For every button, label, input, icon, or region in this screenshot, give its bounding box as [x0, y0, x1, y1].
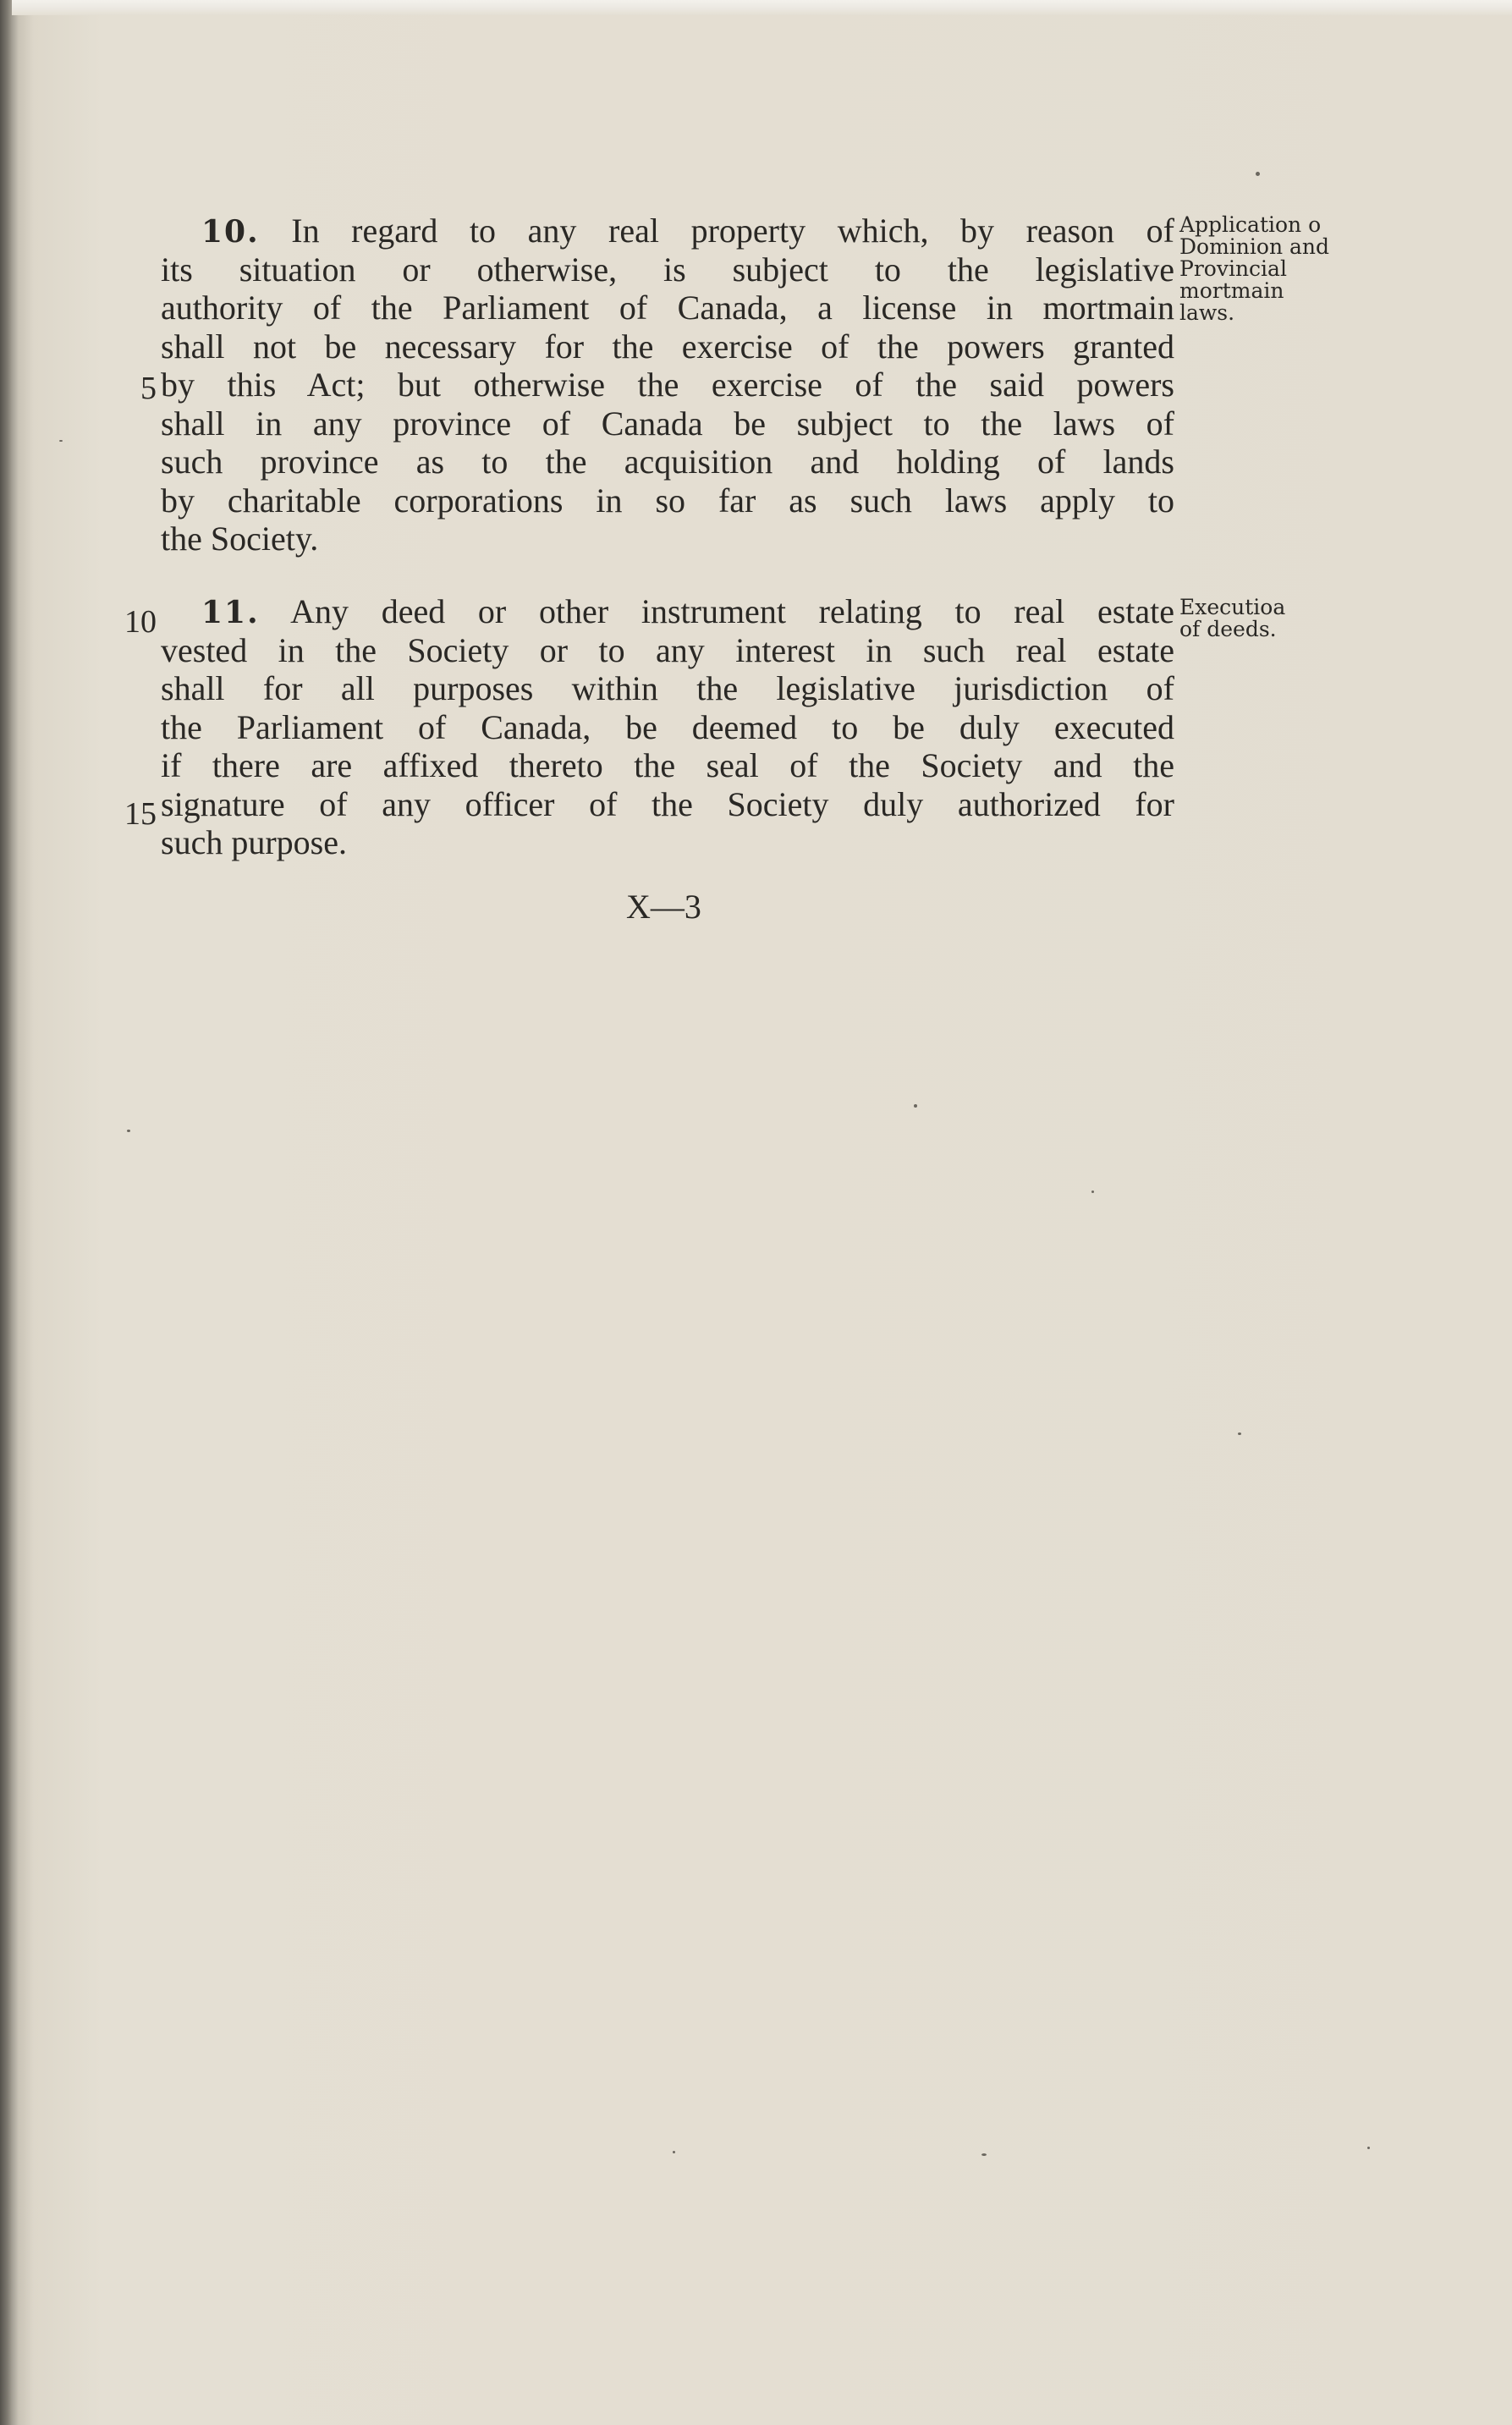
line-text: In regard to any real property which, by reason of: [291, 212, 1174, 250]
paper-speck: [981, 2153, 987, 2156]
paper-speck: [59, 440, 63, 442]
paper-speck: [1367, 2147, 1370, 2149]
text-line: such purpose.: [161, 823, 347, 861]
paper-speck: [1256, 172, 1260, 176]
line-number: 15: [124, 796, 157, 832]
margin-note-line: of deeds.: [1179, 617, 1277, 641]
line-number: 5: [140, 371, 157, 406]
margin-note-execution: [1179, 597, 1366, 641]
margin-note-line: laws.: [1179, 300, 1235, 325]
text-line: the Society.: [161, 520, 319, 558]
margin-note-application: [1179, 214, 1366, 324]
text-line: the Parliament of Canada, be deemed to be duly executed: [161, 707, 1174, 746]
book-binding-edge: [0, 0, 12, 2425]
section-10: [161, 212, 1176, 558]
text-line: by charitable corporations in so far as such laws apply to: [161, 481, 1174, 520]
paper-speck: [127, 1130, 130, 1132]
page-top-edge: [0, 0, 1512, 15]
text-line: vested in the Society or to any interest in such real estate: [161, 630, 1174, 669]
line-text: Any deed or other instrument relating to real estate: [290, 592, 1174, 630]
text-line: shall not be necessary for the exercise of the powers granted: [161, 327, 1174, 366]
text-line: signature of any officer of the Society duly authorized for: [161, 784, 1174, 823]
section-number: 10.: [201, 214, 260, 250]
text-line: its situation or otherwise, is subject to the legislative: [161, 250, 1174, 289]
margin-note-line: mortmain: [1179, 278, 1284, 303]
margin-note-line: Executioa: [1179, 595, 1286, 619]
paper-speck: [1238, 1432, 1241, 1435]
paper-speck: [673, 2151, 675, 2153]
text-line: shall for all purposes within the legislative jurisdiction of: [161, 669, 1174, 707]
section-number: 11.: [201, 595, 260, 630]
text-line: [161, 212, 1174, 250]
text-line: such province as to the acquisition and holding of lands: [161, 443, 1174, 481]
text-line: by this Act; but otherwise the exercise of the said powers: [161, 366, 1174, 404]
section-11: [161, 592, 1176, 862]
text-line: authority of the Parliament of Canada, a license in mortmain: [161, 289, 1174, 327]
paper-speck: [914, 1104, 917, 1108]
page-footer-code: X—3: [626, 888, 701, 926]
text-line: shall in any province of Canada be subject to the laws of: [161, 404, 1174, 443]
margin-note-line: Provincial: [1179, 256, 1287, 281]
paper-speck: [1091, 1191, 1094, 1193]
text-line: if there are affixed thereto the seal of the Society and the: [161, 746, 1174, 784]
margin-note-line: Application o: [1179, 212, 1322, 237]
margin-note-line: Dominion and: [1179, 234, 1330, 259]
text-line: [161, 592, 1174, 631]
line-number: 10: [124, 604, 157, 640]
